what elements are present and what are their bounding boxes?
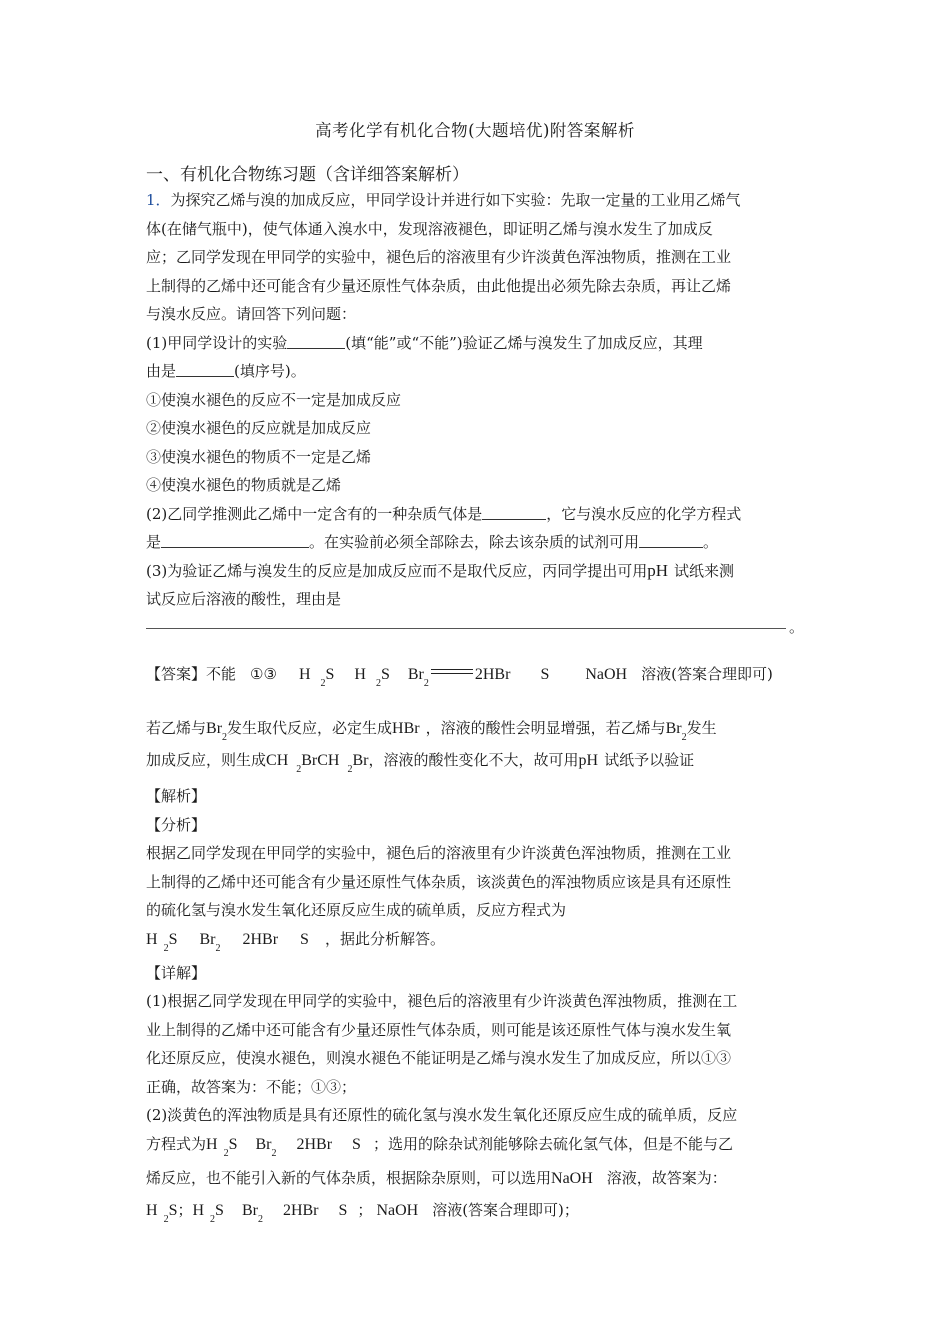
reason-line: 加成反应，则生成$CH_2BrCH_2Br$，溶液的酸性变化不大，故可用pH 试纸予以验证 (146, 751, 695, 775)
line-end-mark: 。 (789, 618, 805, 636)
question-line: 体(在储气瓶中)，使气体通入溴水中，发现溶液褪色，即证明乙烯与溴水发生了加成反 (146, 219, 713, 238)
part2-line: 是 。在实验前必须全部除去，除去该杂质的试剂可用 。 (146, 533, 719, 551)
document-body (146, 186, 806, 614)
detail-line: (2)淡黄色的浑浊物质是具有还原性的硫化氢与溴水发生氧化还原反应生成的硫单质，反应 (146, 1106, 738, 1124)
question-line: 与溴水反应。请回答下列问题： (146, 305, 357, 323)
answer-blank (287, 332, 345, 349)
detail-line: 业上制得的乙烯中还可能含有少量还原性气体杂质，则可能是该还原性气体与溴水发生氧 (146, 1020, 732, 1039)
answer-blank (639, 531, 703, 548)
answer-blank (161, 531, 309, 548)
question-line: 1．为探究乙烯与溴的加成反应，甲同学设计并进行如下实验：先取一定量的工业用乙烯气 (146, 191, 741, 209)
option-item: ④使溴水褪色的物质就是乙烯 (146, 476, 342, 494)
analysis-line: 根据乙同学发现在甲同学的实验中，褪色后的溶液里有少许淡黄色浑浊物质，推测在工业 (146, 844, 732, 862)
question-number: 1． (146, 191, 171, 209)
answer-blank-long (146, 627, 786, 629)
part1-line: 由是 (填序号)。 (146, 362, 306, 380)
analysis-equation-line: $H_2S$ $Br_22HBr$ S ，据此分析解答。 (146, 929, 445, 954)
analysis-subheading: 【分析】 (146, 815, 207, 834)
reason-line: 若乙烯与$Br_2$发生取代反应，必定生成HBr ，溶液的酸性会明显增强，若乙烯与$Br_2$发生 (146, 719, 717, 743)
part3-line: 试反应后溶液的酸性，理由是 (146, 590, 342, 608)
detail-line: 烯反应，也不能引入新的气体杂质，根据除杂原则，可以选用NaOH 溶液，故答案为： (146, 1168, 727, 1187)
answer-label: 【答案】 (146, 665, 207, 683)
question-line: 应；乙同学发现在甲同学的实验中，褪色后的溶液里有少许淡黄色浑浊物质，推测在工业 (146, 248, 732, 266)
detail-line: $H_2S$；$H_2S$ $Br_22HBr$ S ； NaOH 溶液(答案合理即可)； (146, 1200, 579, 1225)
detail-line: 方程式为$H_2S$ $Br_22HBr$ S ；选用的除杂试剂能够除去硫化氢气体，但是不能与乙 (146, 1134, 733, 1159)
answer-blank (482, 503, 546, 520)
reason-block (146, 714, 806, 782)
detail-line: 化还原反应，使溴水褪色，则溴水褪色不能证明是乙烯与溴水发生了加成反应，所以①③ (146, 1049, 732, 1067)
option-item: ③使溴水褪色的物质不一定是乙烯 (146, 447, 372, 466)
analysis-block (146, 782, 806, 1224)
part2-line: (2)乙同学推测此乙烯中一定含有的一种杂质气体是 ，它与溴水反应的化学方程式 (146, 504, 742, 523)
option-item: ①使溴水褪色的反应不一定是加成反应 (146, 390, 402, 409)
part3-line: (3)为验证乙烯与溴发生的反应是加成反应而不是取代反应，丙同学提出可用pH 试纸来测 (146, 560, 735, 580)
document-title: 高考化学有机化合物(大题培优)附答案解析 (315, 121, 635, 140)
analysis-heading: 【解析】 (146, 787, 207, 805)
detail-line: 正确，故答案为：不能；①③； (146, 1077, 357, 1096)
section-heading: 一、有机化合物练习题（含详细答案解析） (146, 165, 469, 185)
answer-block (146, 660, 806, 700)
analysis-line: 上制得的乙烯中还可能含有少量还原性气体杂质，该淡黄色的浑浊物质应该是具有还原性 (146, 872, 732, 891)
analysis-line: 的硫化氢与溴水发生氧化还原反应生成的硫单质，反应方程式为 (146, 901, 567, 919)
equals-sign (431, 667, 473, 677)
answer-line: 【答案】不能 ①③ $H_2S$ $H_2S$ $Br_22HBr$ S NaOH 溶液(答案合理即可) (146, 665, 773, 689)
answer-blank (176, 360, 234, 377)
part1-line: (1)甲同学设计的实验 (填“能”或“不能”)验证乙烯与溴发生了加成反应，其理 (146, 333, 703, 352)
option-item: ②使溴水褪色的反应就是加成反应 (146, 419, 372, 437)
detail-line: (1)根据乙同学发现在甲同学的实验中，褪色后的溶液里有少许淡黄色浑浊物质，推测在工 (146, 992, 738, 1010)
question-line: 上制得的乙烯中还可能含有少量还原性气体杂质，由此他提出必须先除去杂质，再让乙烯 (146, 276, 732, 295)
detail-heading: 【详解】 (146, 963, 207, 982)
